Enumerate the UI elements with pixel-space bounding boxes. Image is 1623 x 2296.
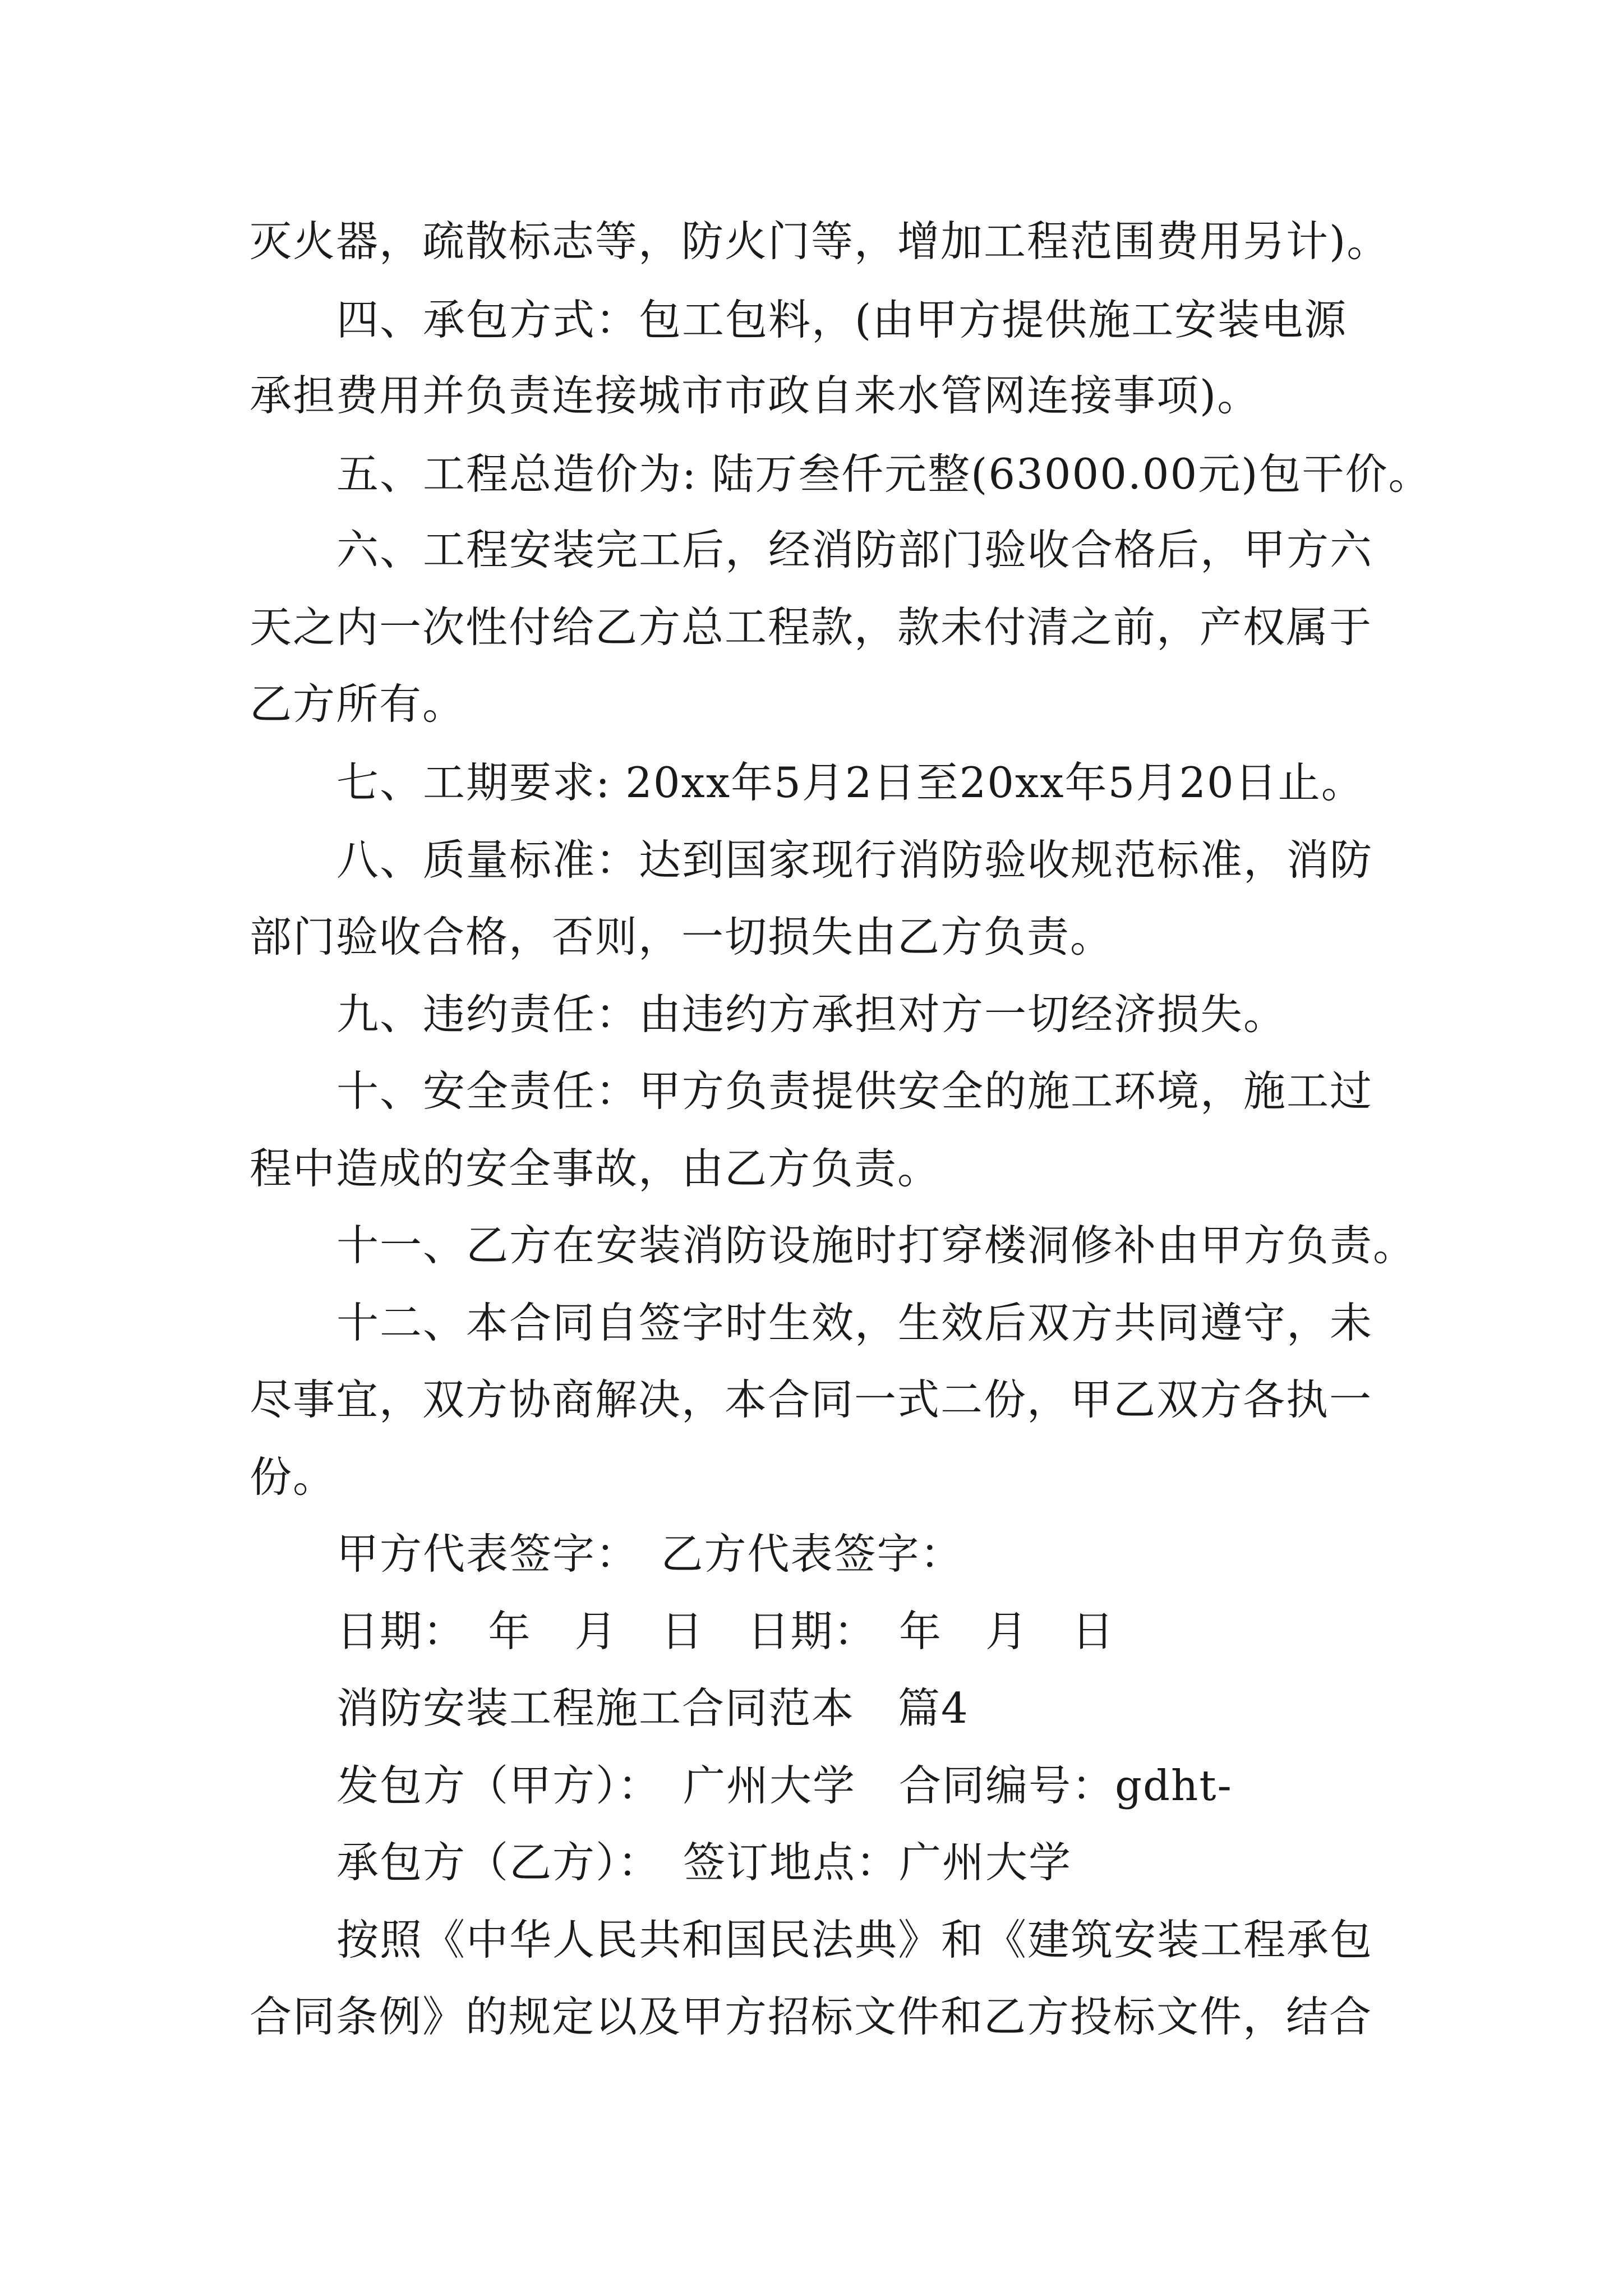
text-line: 五、工程总造价为: 陆万叁仟元整(63000.00元)包干价。: [336, 449, 1432, 499]
text-line: 部门验收合格，否则，一切损失由乙方负责。: [250, 912, 1114, 961]
text-line: 七、工期要求: 20xx年5月2日至20xx年5月20日止。: [336, 758, 1364, 807]
text-line: 四、承包方式：包工包料，(由甲方提供施工安装电源: [336, 295, 1348, 344]
text-line: 尽事宜，双方协商解决，本合同一式二份，甲乙双方各执一: [250, 1375, 1373, 1424]
text-line: 程中造成的安全事故，由乙方负责。: [250, 1144, 941, 1193]
text-line: 乙方所有。: [250, 679, 466, 729]
text-line: 九、违约责任：由违约方承担对方一切经济损失。: [336, 990, 1287, 1039]
signature-line: 甲方代表签字： 乙方代表签字：: [336, 1529, 963, 1579]
text-line: 十、安全责任：甲方负责提供安全的施工环境，施工过: [336, 1066, 1373, 1116]
text-line: 十一、乙方在安装消防设施时打穿楼洞修补由甲方负责。: [336, 1221, 1417, 1270]
text-line: 灭火器，疏散标志等，防火门等，增加工程范围费用另计)。: [250, 217, 1390, 266]
section-heading: 消防安装工程施工合同范本 篇4: [336, 1683, 969, 1733]
text-line: 合同条例》的规定以及甲方招标文件和乙方投标文件，结合: [250, 1992, 1373, 2041]
date-line: 日期： 年 月 日 日期： 年 月 日: [336, 1607, 1115, 1656]
text-line: 发包方（甲方）： 广州大学 合同编号：gdht-: [336, 1761, 1233, 1810]
text-line: 按照《中华人民共和国民法典》和《建筑安装工程承包: [336, 1915, 1373, 1964]
text-line: 份。: [250, 1452, 336, 1502]
text-line: 八、质量标准：达到国家现行消防验收规范标准，消防: [336, 835, 1373, 885]
text-line: 十二、本合同自签字时生效，生效后双方共同遵守，未: [336, 1298, 1373, 1347]
text-line: 六、工程安装完工后，经消防部门验收合格后，甲方六: [336, 525, 1373, 574]
text-line: 天之内一次性付给乙方总工程款，款未付清之前，产权属于: [250, 602, 1373, 652]
text-line: 承包方（乙方）： 签订地点：广州大学: [336, 1838, 1072, 1887]
text-line: 承担费用并负责连接城市市政自来水管网连接事项)。: [250, 371, 1261, 420]
